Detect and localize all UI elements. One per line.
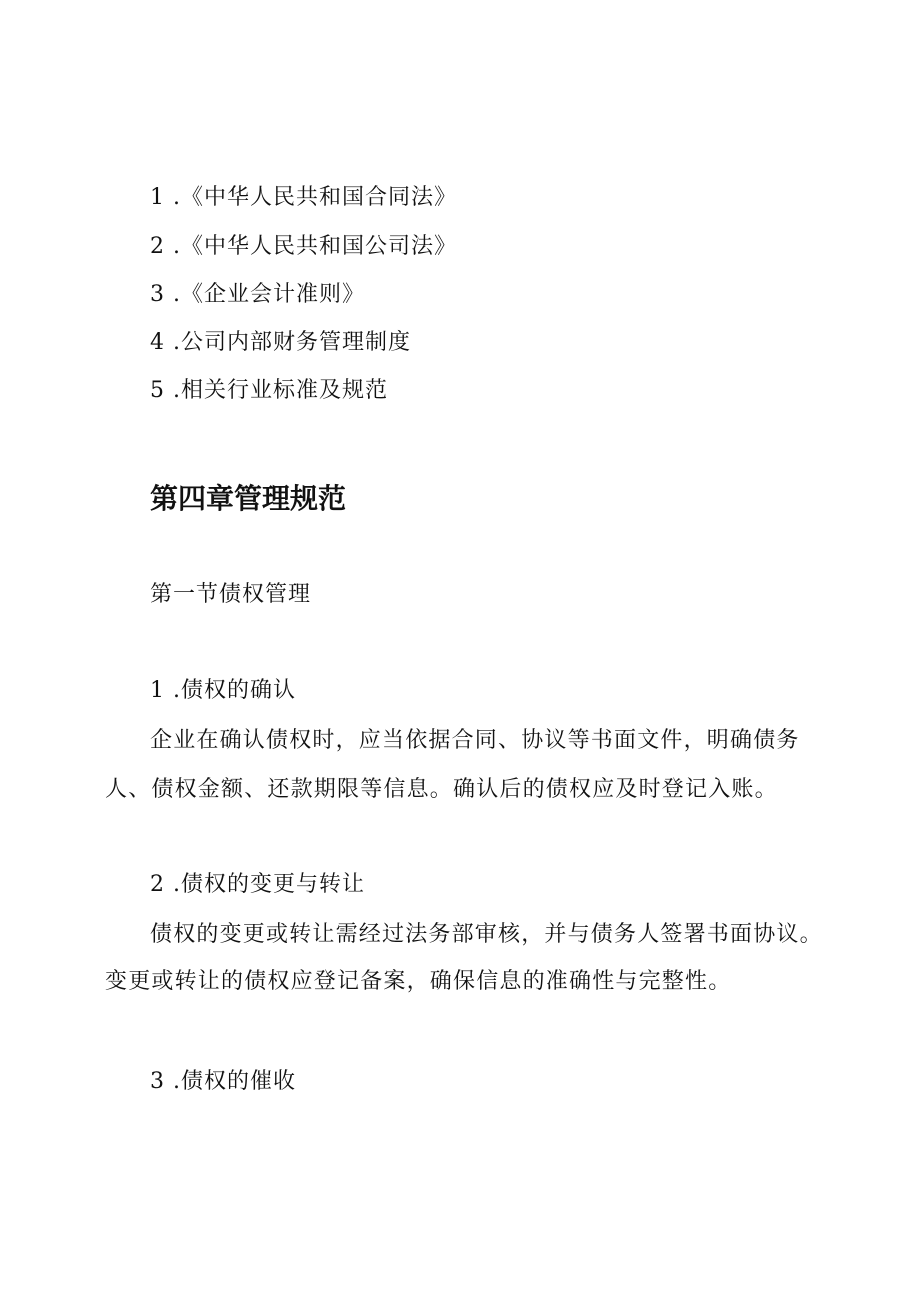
- item-heading-1: 1 .债权的确认: [150, 678, 296, 703]
- chapter-title: 第四章管理规范: [150, 482, 347, 515]
- reference-item-3: 3 .《企业会计准则》: [150, 282, 365, 307]
- reference-item-5: 5 .相关行业标准及规范: [150, 378, 388, 403]
- item-paragraph-2-line-1: 债权的变更或转让需经过法务部审核，并与债务人签署书面协议。: [150, 922, 823, 947]
- item-heading-2: 2 .债权的变更与转让: [150, 872, 365, 897]
- item-heading-3: 3 .债权的催收: [150, 1069, 296, 1094]
- item-paragraph-2-line-2: 变更或转让的债权应登记备案，确保信息的准确性与完整性。: [105, 969, 732, 994]
- section-title: 第一节债权管理: [150, 582, 312, 607]
- reference-item-1: 1 .《中华人民共和国合同法》: [150, 185, 457, 210]
- reference-item-4: 4 .公司内部财务管理制度: [150, 330, 411, 355]
- item-paragraph-1-line-2: 人、债权金额、还款期限等信息。确认后的债权应及时登记入账。: [105, 777, 778, 802]
- item-paragraph-1-line-1: 企业在确认债权时，应当依据合同、协议等书面文件，明确债务: [150, 728, 800, 753]
- reference-item-2: 2 .《中华人民共和国公司法》: [150, 234, 457, 259]
